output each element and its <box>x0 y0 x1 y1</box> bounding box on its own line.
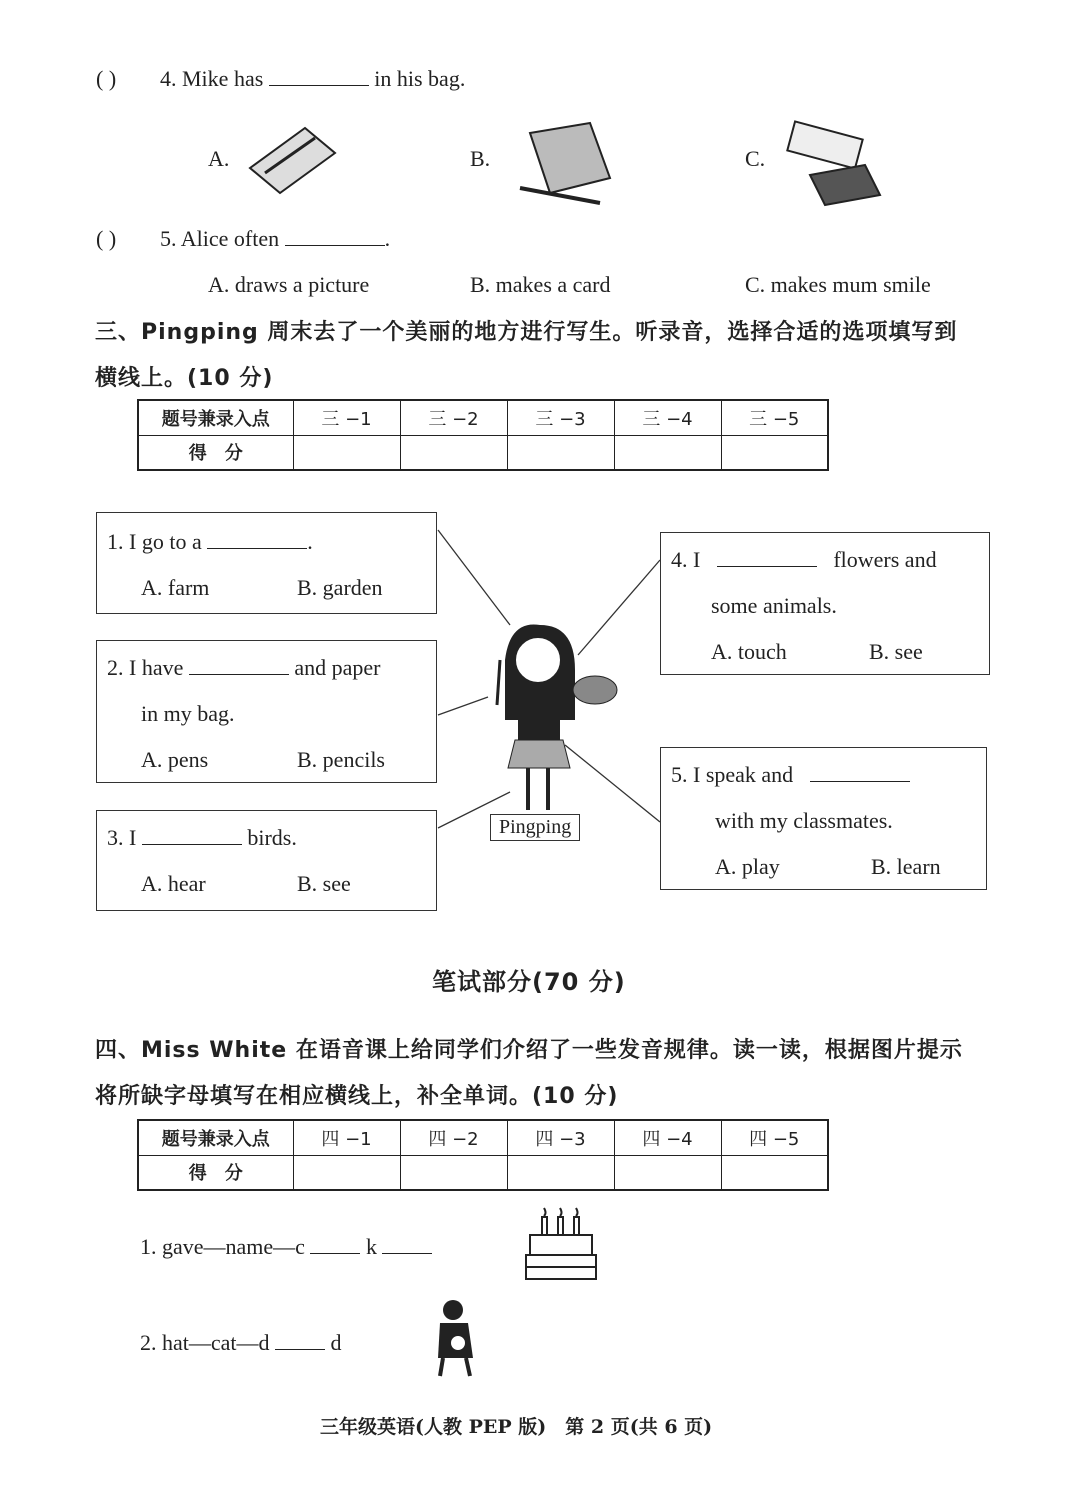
col: 四 −3 <box>507 1120 614 1155</box>
dad-hugging-child-icon <box>428 1298 490 1380</box>
option-c: C. <box>745 146 766 171</box>
score-cell[interactable] <box>293 1155 400 1190</box>
option-a: A. draws a picture <box>208 272 370 297</box>
q-text: with my classmates. <box>715 808 893 833</box>
col: 四 −5 <box>721 1120 828 1155</box>
option-a: A. farm <box>141 575 210 600</box>
q-text: 2. I have <box>107 655 184 680</box>
col: 四 −1 <box>293 1120 400 1155</box>
cake-icon <box>522 1205 600 1283</box>
option-a: A. hear <box>141 871 206 896</box>
score-cell[interactable] <box>614 1155 721 1190</box>
score-label: 得 分 <box>138 435 293 470</box>
q-text: 3. I <box>107 825 137 850</box>
section4-instruction: 四、Miss White 在语音课上给同学们介绍了一些发音规律。读一读，根据图片提示 <box>95 1038 963 1063</box>
written-part-title: 笔试部分(70 分) <box>432 968 626 996</box>
pingping-illustration <box>497 624 617 810</box>
option-a: A. play <box>715 854 780 879</box>
col: 三 −4 <box>614 400 721 435</box>
section4-instruction-2: 将所缺字母填写在相应横线上，补全单词。(10 分) <box>95 1084 619 1109</box>
item-text: 2. hat—cat—d <box>140 1330 270 1355</box>
answer-blank[interactable] <box>310 1236 360 1254</box>
item-text: k <box>365 1234 377 1259</box>
col: 三 −1 <box>293 400 400 435</box>
option-b: B. <box>470 146 491 171</box>
answer-paren: ( ) <box>96 66 117 91</box>
q5-stem: 5. Alice often <box>160 226 280 251</box>
phonics-item-2 <box>140 1330 342 1356</box>
q-text: in my bag. <box>141 701 235 726</box>
q-text: . <box>307 529 313 554</box>
answer-blank[interactable] <box>275 1332 325 1350</box>
q-text: and paper <box>294 655 381 680</box>
answer-paren: ( ) <box>96 226 117 251</box>
option-b: B. makes a card <box>470 272 611 297</box>
score-cell[interactable] <box>721 1155 828 1190</box>
q5-tail: . <box>384 226 391 251</box>
score-label: 得 分 <box>138 1155 293 1190</box>
option-a: A. <box>208 146 230 171</box>
option-a: A. pens <box>141 747 209 772</box>
q-text: birds. <box>247 825 297 850</box>
q-text: some animals. <box>711 593 837 618</box>
option-b: B. see <box>869 639 923 664</box>
item-text: 1. gave—name—c <box>140 1234 305 1259</box>
score-cell[interactable] <box>400 1155 507 1190</box>
col: 四 −2 <box>400 1120 507 1155</box>
q-text: 4. I <box>671 547 701 572</box>
phonics-item-1 <box>140 1234 432 1260</box>
option-b: B. pencils <box>297 747 385 772</box>
score-table-header: 题号兼录入点 <box>138 1120 293 1155</box>
score-table-header: 题号兼录入点 <box>138 400 293 435</box>
q-text: 5. I speak and <box>671 762 794 787</box>
section3-instruction-2: 横线上。(10 分) <box>95 366 274 391</box>
option-b: B. learn <box>871 854 941 879</box>
col: 四 −4 <box>614 1120 721 1155</box>
q4-tail: in his bag. <box>374 66 466 91</box>
section3-instruction: 三、Pingping 周末去了一个美丽的地方进行写生。听录音，选择合适的选项填写到 <box>95 320 958 345</box>
item-text: d <box>330 1330 342 1355</box>
score-table <box>137 1119 829 1191</box>
score-cell[interactable] <box>507 1155 614 1190</box>
character-label: Pingping <box>490 814 580 841</box>
option-b: B. see <box>297 871 351 896</box>
option-b: B. garden <box>297 575 383 600</box>
col: 三 −3 <box>507 400 614 435</box>
col: 三 −2 <box>400 400 507 435</box>
page-footer: 三年级英语(人教 PEP 版) 第 2 页(共 6 页) <box>320 1416 713 1438</box>
q-text: flowers and <box>833 547 937 572</box>
q4-stem: 4. Mike has <box>160 66 264 91</box>
col: 三 −5 <box>721 400 828 435</box>
q-text: 1. I go to a <box>107 529 202 554</box>
option-a: A. touch <box>711 639 787 664</box>
answer-blank[interactable] <box>382 1236 432 1254</box>
option-c: C. makes mum smile <box>745 272 931 297</box>
